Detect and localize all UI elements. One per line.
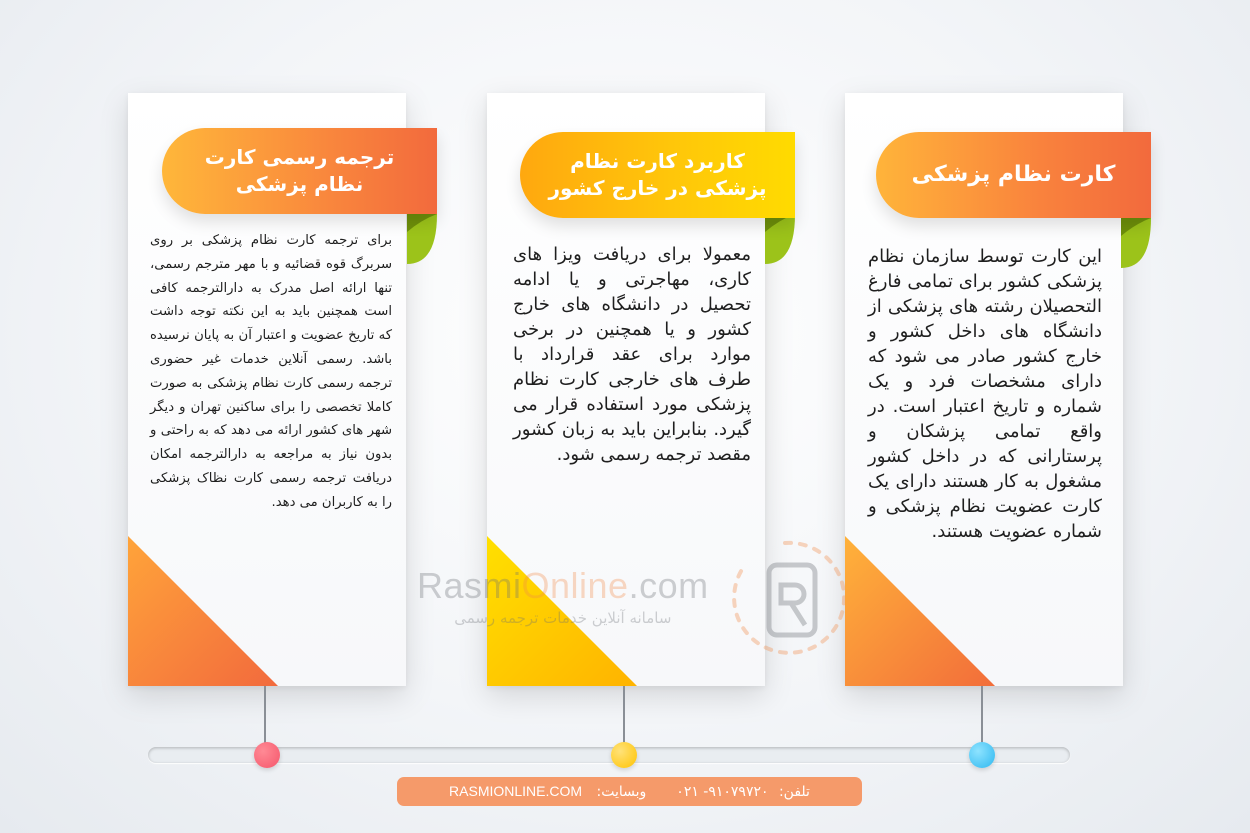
contact-bar — [397, 777, 862, 806]
card-corner-decoration — [845, 536, 995, 686]
banner-fold — [1121, 218, 1151, 268]
card-title-banner — [876, 132, 1151, 218]
card-title: ترجمه رسمی کارت نظام پزشکی — [204, 145, 395, 196]
timeline-dot-red — [254, 742, 280, 768]
website-info — [449, 783, 646, 800]
watermark — [417, 565, 709, 627]
card-title-banner — [162, 128, 437, 214]
card-title: کارت نظام پزشکی — [911, 162, 1116, 188]
phone-value[interactable]: ۰۲۱ -۹۱۰۷۹۷۲۰ — [676, 783, 769, 800]
card-body-text: این کارت توسط سازمان نظام پزشکی کشور برای تمامی فارغ التحصیلان رشته های پزشکی از دانشگاه های داخل کشور و خارج کشور صادر می شود که دارای مشخصات فرد و یک شماره و تاریخ اعتبار است. در واقع تمامی پزشکان و پرستارانی که در داخل کشور مشغول به کار هستند دارای یک کارت عضویت نظام پزشکی و شماره عضویت هستند. — [868, 246, 1102, 542]
watermark-brand: RasmiOnline.com — [417, 565, 709, 606]
banner-fold — [765, 214, 795, 264]
phone-label: تلفن: — [778, 783, 810, 800]
website-link[interactable]: RASMIONLINE.COM — [449, 783, 583, 799]
card-body-text: معمولا برای دریافت ویزا های کاری، مهاجرتی و یا ادامه تحصیل در دانشگاه های خارج کشور و یا همچنین در برخی موارد برای عقد قرارداد با طرف های خارجی کارت نظام پزشکی مورد استفاده قرار می گیرد. بنابراین باید به زبان کشور مقصد ترجمه رسمی شود. — [513, 244, 751, 465]
timeline-bar — [148, 747, 1070, 763]
card-body-text: برای ترجمه کارت نظام پزشکی بر روی سربرگ قوه قضائیه و با مهر مترجم رسمی، تنها ارائه اصل مدرک به دارالترجمه کافی است همچنین باید به این نکته توجه داشت که تاریخ عضویت و اعتبار آن به پایان نرسیده باشد. رسمی آنلاین خدمات غیر حضوری ترجمه رسمی کارت نظام پزشکی به صورت کاملا تخصصی را برای ساکنین تهران و دیگر شهر های کشور ارائه می دهد که به راحتی و بدون نیاز به مراجعه به دارالترجمه امکان دریافت ترجمه رسمی کارت نظاک پزشکی را به کاربران می دهد. — [150, 233, 392, 510]
timeline-dot-yellow — [611, 742, 637, 768]
rasmionline-logo — [725, 535, 845, 665]
card-corner-decoration — [128, 536, 278, 686]
timeline-dot-blue — [969, 742, 995, 768]
banner-fold — [407, 214, 437, 264]
card-title: کاربرد کارت نظام پزشکی در خارج کشور — [548, 149, 767, 200]
watermark-subtitle: سامانه آنلاین خدمات ترجمه رسمی — [454, 609, 672, 627]
card-title-banner — [520, 132, 795, 218]
website-label: وبسایت: — [596, 784, 647, 800]
phone-info — [676, 784, 810, 800]
